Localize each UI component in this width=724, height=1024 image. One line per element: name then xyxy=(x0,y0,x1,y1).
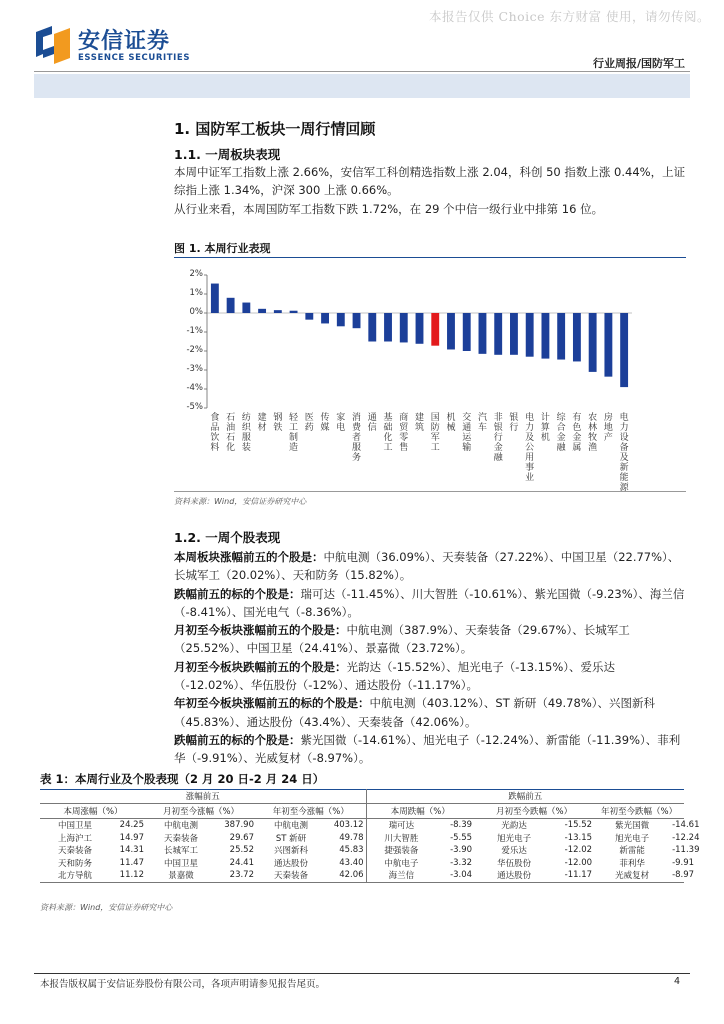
column-header: 本周跌幅（%） xyxy=(366,804,474,819)
stock-value-cell: -5.55 xyxy=(450,832,473,843)
footer-divider xyxy=(34,973,690,974)
footer-disclaimer: 本报告版权属于安信证券股份有限公司，各项声明请参见报告尾页。 xyxy=(40,979,326,990)
y-tick-label: -5% xyxy=(186,402,203,412)
stock-value-cell: -8.97 xyxy=(672,870,695,881)
bar-1 xyxy=(227,298,235,313)
bar-20 xyxy=(526,313,534,357)
y-tick-label: -1% xyxy=(186,326,203,336)
stock-item-label: 本周板块涨幅前五的个股是： xyxy=(174,550,324,564)
x-category-label: 银 行 xyxy=(509,413,519,433)
stock-item-text: 中航电测（36.09%）、天奏装备（27.22%）、中国卫星（22.77%）、长城军工（20.02%）、天和防务（15.82%）。 xyxy=(174,550,680,583)
stock-value-cell: -14.61 xyxy=(672,820,700,831)
stock-name-cell: 川大智胜 xyxy=(384,833,419,844)
x-category-label: 通 信 xyxy=(367,413,377,433)
figure-bottom-rule xyxy=(174,491,686,492)
stock-item-text: 中航电测（403.12%）、ST 新研（49.78%）、兴图新科（45.83%）、通达股份（43.4%）、天秦装备（42.06%）。 xyxy=(174,696,655,729)
table-row xyxy=(40,844,684,857)
industry-rank-text: 从行业来看，本周国防军工指数下跌 1.72%，在 29 个中信一级行业中排第 16 位。 xyxy=(174,201,604,216)
x-category-label: 机 械 xyxy=(446,413,456,433)
stock-name-cell: 通达股份 xyxy=(474,869,554,882)
stock-value-cell: 49.78 xyxy=(326,832,366,845)
stock-value-cell: 42.06 xyxy=(326,869,366,882)
bar-17 xyxy=(479,313,487,354)
table-row xyxy=(40,832,684,845)
x-category-label: 汽 车 xyxy=(477,413,487,433)
table-row xyxy=(40,869,684,882)
x-category-label: 轻 工 制 造 xyxy=(289,413,299,453)
x-category-label: 基 础 化 工 xyxy=(383,413,393,453)
industry-bar-chart xyxy=(174,262,686,491)
stock-item xyxy=(174,548,686,585)
stock-value-cell: 14.31 xyxy=(119,845,144,856)
x-category-label: 建 材 xyxy=(257,413,267,433)
group-up-label: 涨幅前五 xyxy=(40,789,366,804)
subsection-title-sector: 1.1. 一周板块表现 xyxy=(174,147,281,162)
bar-13 xyxy=(416,313,424,344)
stock-value-cell: -3.04 xyxy=(436,869,474,882)
stock-name-cell: 新雷能 xyxy=(619,846,645,857)
bar-16 xyxy=(463,313,471,351)
stock-item-label: 跌幅前五的标的个股是： xyxy=(174,586,301,601)
y-tick-label: 0% xyxy=(189,307,203,317)
stock-value-cell: -12.02 xyxy=(564,845,593,856)
stock-value-cell: 25.52 xyxy=(229,845,254,856)
x-category-label: 计 算 机 xyxy=(540,413,550,443)
table-title: 表 1：本周行业及个股表现（2 月 20 日-2 月 24 日） xyxy=(40,772,325,786)
bar-7 xyxy=(321,313,329,323)
stock-value-cell: 387.90 xyxy=(224,820,254,831)
x-category-label: 电 力 及 公 用 事 业 xyxy=(525,413,535,483)
stock-name-cell: 华伍股份 xyxy=(497,858,532,869)
stock-name-cell: 天和防务 xyxy=(57,858,92,869)
stock-name-cell: 中国卫星 xyxy=(57,821,92,832)
stock-name-cell: 天秦装备 xyxy=(57,846,92,857)
x-category-label: 建 筑 xyxy=(414,413,424,433)
stock-value-cell: 403.12 xyxy=(326,819,366,832)
x-category-label: 钢 铁 xyxy=(273,413,283,433)
x-category-label: 纺 织 服 装 xyxy=(241,413,251,453)
header-divider xyxy=(34,71,690,72)
y-tick-label: 1% xyxy=(189,288,203,298)
stock-value-cell: 45.83 xyxy=(326,844,366,857)
stock-value-cell: -11.39 xyxy=(672,845,700,856)
table-header-row xyxy=(40,804,684,819)
x-category-label: 食 品 饮 料 xyxy=(210,413,220,453)
stock-item-label: 年初至今板块涨幅前五的标的个股是： xyxy=(174,696,370,711)
stock-name-cell: 紫光国微 xyxy=(615,821,650,832)
bar-3 xyxy=(258,309,266,313)
stock-item-label: 月初至今板块跌幅前五的个股是： xyxy=(174,659,347,674)
watermark: 本报告仅供 Choice 东方财富 使用，请勿传阅。 xyxy=(429,9,710,24)
x-category-label: 传 媒 xyxy=(320,413,330,433)
stock-name-cell: ST 新研 xyxy=(275,833,307,844)
stock-value-cell: -3.32 xyxy=(450,857,473,868)
stock-name-cell: 北方导航 xyxy=(40,869,110,882)
x-category-label: 消 费 者 服 务 xyxy=(352,413,362,463)
stock-name-cell: 中航电子 xyxy=(384,858,419,869)
x-category-label: 非 银 行 金 融 xyxy=(493,413,503,463)
stock-value-cell: -13.15 xyxy=(564,832,593,843)
stock-name-cell: 捷强装备 xyxy=(384,846,419,857)
stock-name-cell: 菲利华 xyxy=(619,858,645,869)
stock-value-cell: 29.67 xyxy=(229,832,254,843)
y-tick-label: 2% xyxy=(189,269,203,279)
bar-11 xyxy=(384,313,392,342)
stock-name-cell: 旭光电子 xyxy=(615,833,650,844)
x-category-label: 电 力 设 备 及 新 能 源 xyxy=(619,413,629,493)
bar-14 xyxy=(431,313,439,346)
stock-performance-table xyxy=(40,789,700,883)
stock-item xyxy=(174,694,686,731)
stock-name-cell: 瑞可达 xyxy=(388,821,415,832)
table-source: 资料来源：Wind，安信证券研究中心 xyxy=(40,903,173,912)
stock-value-cell: -15.52 xyxy=(564,820,593,831)
stock-name-cell: 旭光电子 xyxy=(497,833,532,844)
sector-paragraph xyxy=(174,163,686,218)
page-number: 4 xyxy=(673,976,680,987)
x-category-label: 农 林 牧 渔 xyxy=(588,413,598,453)
y-tick-label: -4% xyxy=(186,383,203,393)
brand-name-en: ESSENCE SECURITIES xyxy=(78,53,191,63)
figure-top-rule xyxy=(174,257,686,258)
x-category-label: 医 药 xyxy=(304,413,314,433)
x-category-label: 有 色 金 属 xyxy=(572,413,582,453)
brand-name: 安信证券 xyxy=(78,29,171,54)
table-row xyxy=(40,819,684,832)
stock-value-cell: 23.72 xyxy=(216,869,256,882)
group-down-label: 跌幅前五 xyxy=(508,792,543,802)
section-title: 1. 国防军工板块一周行情回顾 xyxy=(174,120,376,138)
bar-9 xyxy=(353,313,361,328)
x-category-label: 综 合 金 融 xyxy=(556,413,566,453)
x-category-label: 房 地 产 xyxy=(603,413,613,443)
stock-value-cell: 24.41 xyxy=(229,857,254,868)
stock-name-cell: 兴图新科 xyxy=(273,846,308,857)
stock-item-label: 月初至今板块涨幅前五的个股是： xyxy=(174,623,347,638)
header-band xyxy=(34,74,690,98)
x-category-label: 石 油 石 化 xyxy=(226,413,236,453)
stock-value-cell: -12.24 xyxy=(672,832,700,843)
stock-name-cell: 爱乐达 xyxy=(501,846,527,857)
y-tick-label: -3% xyxy=(186,364,203,374)
stock-name-cell: 光韵达 xyxy=(501,821,527,832)
bar-24 xyxy=(589,313,597,372)
bar-6 xyxy=(305,313,313,320)
column-header: 年初至今涨幅（%） xyxy=(256,804,366,819)
column-header: 本周涨幅（%） xyxy=(40,804,146,819)
stock-item-text: 中航电测（387.9%）、天秦装备（29.67%）、长城军工（25.52%）、中国卫星（24.41%）、景嘉微（23.72%）。 xyxy=(174,623,630,656)
bar-8 xyxy=(337,313,345,326)
stock-item-text: 紫光国微（-14.61%）、旭光电子（-12.24%）、新雷能（-11.39%）、菲利华（-9.91%）、光威复材（-8.97%）。 xyxy=(174,732,681,766)
stock-name-cell: 长城军工 xyxy=(163,846,198,857)
x-category-label: 交 通 运 输 xyxy=(462,413,472,453)
stock-value-cell: -3.90 xyxy=(450,845,473,856)
figure-title: 图 1. 本周行业表现 xyxy=(174,242,271,255)
stock-name-cell: 景嘉微 xyxy=(146,869,216,882)
x-category-label: 商 贸 零 售 xyxy=(399,413,409,453)
stock-value-cell: 11.12 xyxy=(110,869,146,882)
index-performance-text: 本周中证军工指数上涨 2.66%，安信军工科创精选指数上涨 2.04，科创 50 指数上涨 0.44%，上证综指上涨 1.34%，沪深 300 上涨 0.66%。 xyxy=(174,165,686,198)
bar-15 xyxy=(447,313,455,349)
stock-name-cell: 上海沪工 xyxy=(57,833,92,844)
stock-name-cell: 天秦装备 xyxy=(256,869,326,882)
bar-26 xyxy=(620,313,628,387)
stock-value-cell: 43.40 xyxy=(326,857,366,870)
column-header: 年初至今跌幅（%） xyxy=(594,804,684,819)
bar-0 xyxy=(211,284,219,313)
bar-21 xyxy=(541,313,549,359)
table-row xyxy=(40,857,684,870)
bar-4 xyxy=(274,310,282,313)
stock-item xyxy=(174,658,686,695)
stock-value-cell: -8.39 xyxy=(450,820,473,831)
stock-name-cell: 中国卫星 xyxy=(163,858,198,869)
bar-23 xyxy=(573,313,581,361)
subsection-title-stocks: 1.2. 一周个股表现 xyxy=(174,530,281,545)
brand-logo-icon xyxy=(34,24,72,68)
stock-item xyxy=(174,585,686,622)
chart-svg xyxy=(174,262,686,487)
figure-source: 资料来源：Wind，安信证券研究中心 xyxy=(174,497,307,506)
x-category-label: 国 防 军 工 xyxy=(430,413,440,453)
stock-item-label: 跌幅前五的标的个股是： xyxy=(174,732,301,747)
stocks-paragraph xyxy=(174,548,686,768)
stock-item xyxy=(174,731,686,768)
bar-19 xyxy=(510,313,518,355)
stock-value-cell: -12.00 xyxy=(564,857,593,868)
report-category: 行业周报/国防军工 xyxy=(592,57,685,70)
bar-22 xyxy=(557,313,565,360)
bar-18 xyxy=(494,313,502,355)
stock-name-cell: 天秦装备 xyxy=(163,833,198,844)
bar-25 xyxy=(604,313,612,377)
stock-name-cell: 通达股份 xyxy=(273,858,308,869)
y-tick-label: -2% xyxy=(186,345,203,355)
stock-value-cell: -9.91 xyxy=(672,857,695,868)
stock-name-cell: 中航电测 xyxy=(273,821,308,832)
bar-5 xyxy=(290,311,298,313)
column-header: 月初至今涨幅（%） xyxy=(146,804,256,819)
column-header: 月初至今跌幅（%） xyxy=(474,804,594,819)
stock-value-cell: 24.25 xyxy=(119,820,144,831)
stock-value-cell: 11.47 xyxy=(119,857,144,868)
bar-10 xyxy=(368,313,376,342)
stock-name-cell: 海兰信 xyxy=(366,869,436,882)
stock-name-cell: 中航电测 xyxy=(163,821,198,832)
stock-name-cell: 光威复材 xyxy=(594,869,670,882)
stock-item-text: 瑞可达（-11.45%）、川大智胜（-10.61%）、紫光国微（-9.23%）、海兰信（-8.41%）、国光电气（-8.36%）。 xyxy=(174,586,685,619)
stock-value-cell: 14.97 xyxy=(119,832,144,843)
table-group-row xyxy=(40,789,684,804)
bar-12 xyxy=(400,313,408,342)
x-category-label: 家 电 xyxy=(336,413,346,433)
stock-item-text: 光韵达（-15.52%）、旭光电子（-13.15%）、爱乐达（-12.02%）、华伍股份（-12%）、通达股份（-11.17%）。 xyxy=(174,659,615,693)
stock-item xyxy=(174,621,686,658)
stock-value-cell: -11.17 xyxy=(554,869,594,882)
bar-2 xyxy=(242,303,250,313)
